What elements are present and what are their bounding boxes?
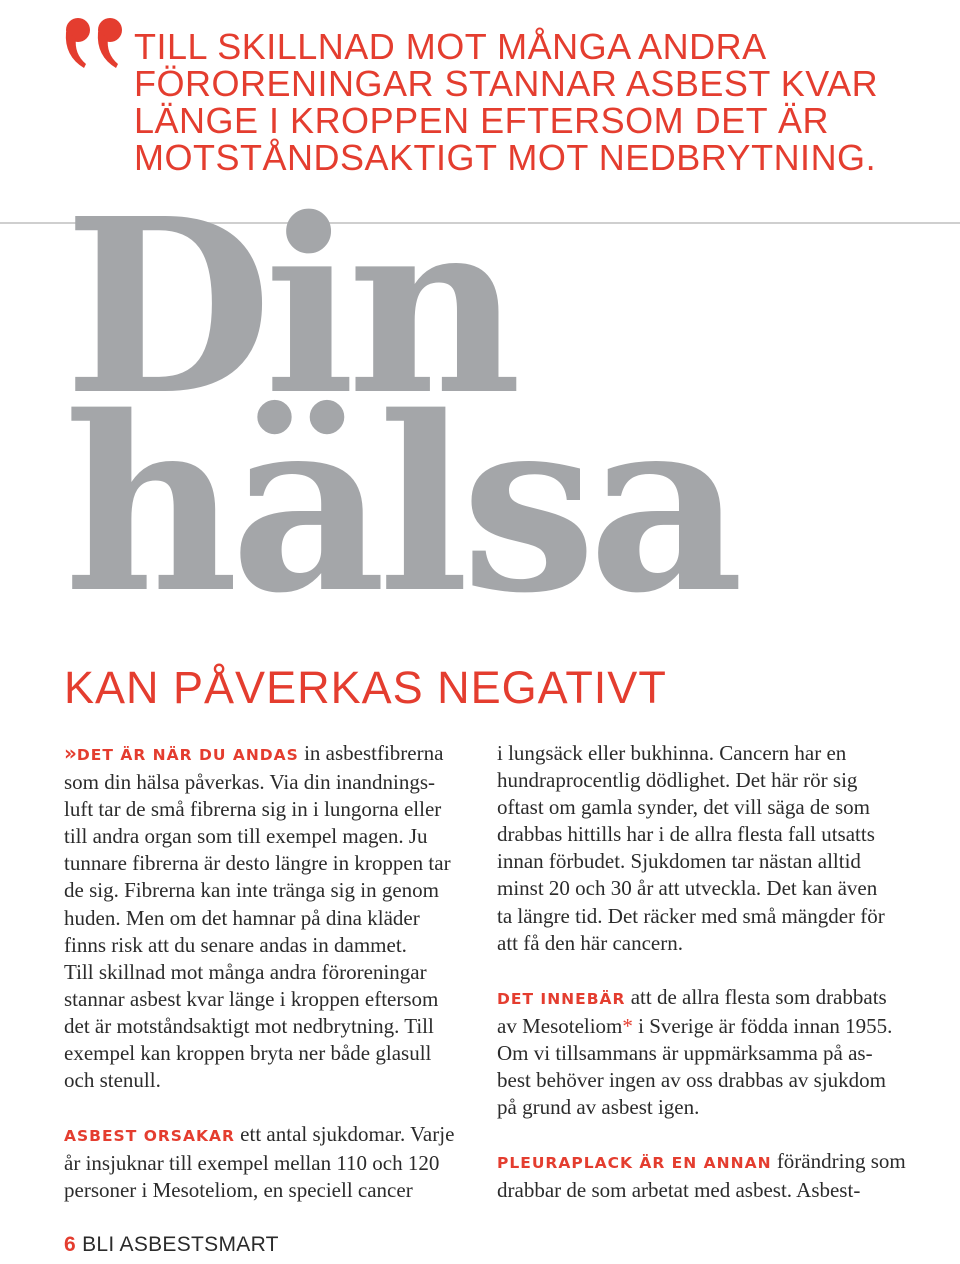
paragraph-line: DET INNEBÄR att de allra flesta som drabbats [497,984,887,1009]
paragraph-line: PLEURAPLACK ÄR EN ANNAN förändring som [497,1149,906,1174]
paragraph-line: luft tar de små fibrerna sig in i lungorna eller [64,797,442,822]
paragraph-line: det är motståndsaktigt mot nedbrytning. Till [64,1013,434,1038]
paragraph-line: ASBEST ORSAKAR ett antal sjukdomar. Varje [64,1122,455,1147]
body-column-right [497,740,917,1204]
paragraph-line: som din hälsa påverkas. Via din inandnings- [64,770,436,795]
pull-quote-line: MOTSTÅNDSAKTIGT MOT NEDBRYTNING. [134,137,877,178]
paragraph-line: att få den här cancern. [497,930,683,955]
page-footer [64,1233,279,1257]
paragraph-line: drabbar de som arbetat med asbest. Asbest- [497,1178,861,1203]
paragraph-line: i lungsäck eller bukhinna. Cancern har en [497,741,847,765]
pull-quote-line: LÄNGE I KROPPEN EFTERSOM DET ÄR [134,100,829,141]
paragraph-line: personer i Mesoteliom, en speciell cancer [64,1178,413,1203]
magazine-name: BLI ASBESTSMART [75,1233,279,1256]
paragraph [64,740,482,1094]
paragraph-line: tunnare fibrerna är desto längre in kroppen tar [64,851,451,876]
pull-quote-line: FÖRORENINGAR STANNAR ASBEST KVAR [134,63,879,104]
paragraph-line: innan förbudet. Sjukdomen tar nästan alltid [497,849,861,874]
page-number: 6 [64,1233,76,1256]
paragraph-line: år insjuknar till exempel mellan 110 och 120 [64,1151,440,1176]
article-title [64,166,736,646]
paragraph-line: Om vi tillsammans är uppmärksamma på as- [497,1040,873,1065]
paragraph-line: oftast om gamla synder, det vill säga de som [497,795,870,820]
paragraph [497,740,917,957]
paragraph-line: och stenull. [64,1068,161,1093]
paragraph-line: minst 20 och 30 år att utveckla. Det kan även [497,876,878,901]
article-subtitle: KAN PÅVERKAS NEGATIVT [64,662,667,713]
paragraph-line: de sig. Fibrerna kan inte tränga sig in genom [64,878,439,903]
paragraph-lead: DET INNEBÄR [497,989,626,1008]
quote-mark-icon [62,16,132,70]
paragraph-line: Till skillnad mot många andra föroreningar [64,959,427,984]
paragraph-lead: DET ÄR NÄR DU ANDAS [76,746,299,764]
pull-quote-line: TILL SKILLNAD MOT MÅNGA ANDRA [134,26,767,67]
paragraph [497,1148,917,1204]
paragraph-line: stannar asbest kvar länge i kroppen eftersom [64,986,439,1011]
paragraph-line: hundraprocentlig dödlighet. Det här rör sig [497,768,858,793]
footnote-star: * [622,1013,633,1038]
paragraph-line: best behöver ingen av oss drabbas av sjukdom [497,1068,887,1093]
chevron-icon: » [64,741,77,765]
paragraph-line: »DET ÄR NÄR DU ANDAS in asbestfibrerna [64,741,444,765]
paragraph-line: av Mesoteliom* i Sverige är födda innan 1955. [497,1013,893,1038]
paragraph-line: på grund av asbest igen. [497,1095,700,1120]
paragraph-lead: PLEURAPLACK ÄR EN ANNAN [497,1154,772,1173]
paragraph [497,984,917,1121]
paragraph [64,1121,482,1204]
paragraph-line: till andra organ som till exempel magen. Ju [64,824,428,849]
paragraph-line: ta längre tid. Det räcker med små mängder för [497,903,885,928]
pull-quote [134,28,934,176]
paragraph-line: finns risk att du senare andas in dammet. [64,932,407,957]
paragraph-lead: ASBEST ORSAKAR [64,1127,235,1146]
paragraph-line: exempel kan kroppen bryta ner både glasull [64,1041,432,1066]
body-column-left [64,740,482,1205]
paragraph-line: drabbas hittills har i de allra flesta fall utsatts [497,822,875,847]
title-line-2: hälsa [64,364,736,646]
title-line-1: Din [64,166,514,448]
paragraph-line: huden. Men om det hamnar på dina kläder [64,905,420,930]
